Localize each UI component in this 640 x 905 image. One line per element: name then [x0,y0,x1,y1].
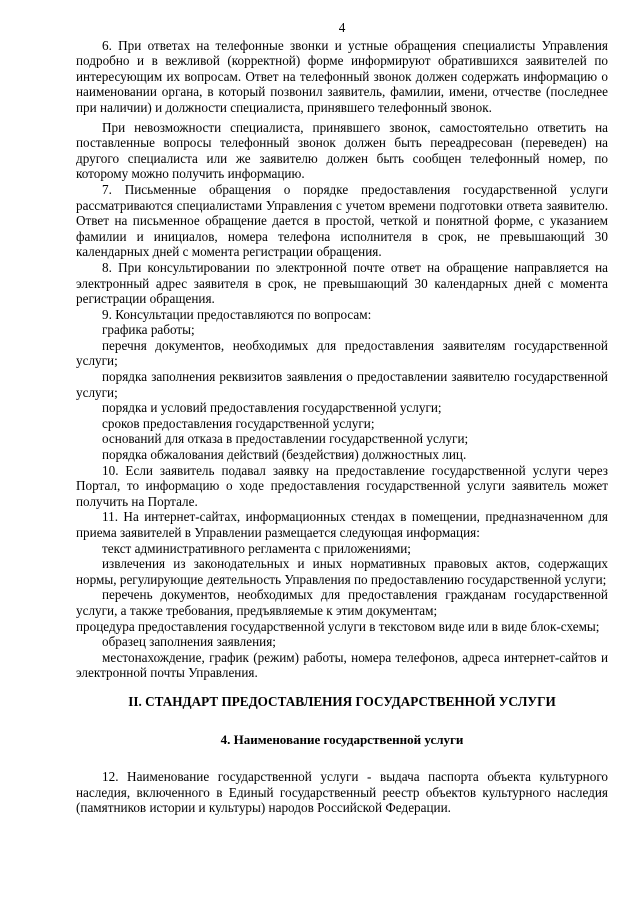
page-number: 4 [338,20,346,35]
info-item-text: текст административного регламента с приложениями; [102,540,411,556]
paragraph-7: 7. Письменные обращения о порядке предоставления государственной услуги рассматриваются специалистами Управления с учетом времени подготовки ответа заявителю. Ответ на письменное обращение дается в простой, четкой и понятной форме, с указанием фамилии и инициалов, номера телефона исполнителя в срок, не превышающий 30 календарных дней с момента регистрации обращения. [76,181,608,260]
paragraph-8: 8. При консультировании по электронной почте ответ на обращение направляется на электронный адрес заявителя в срок, не превышающий 30 календарных дней с момента регистрации обращения. [76,259,608,307]
list-item: порядка заполнения реквизитов заявления о предоставлении заявителю государственной услуги; [76,369,608,400]
paragraph-6-continued: При невозможности специалиста, принявшего звонок, самостоятельно ответить на поставленные вопросы телефонный звонок должен быть переадресован (переведен) на другого специалиста или же заявителю должен быть сообщен телефонный номер, по которому можно получить информацию. [76,119,608,182]
section-title: II. СТАНДАРТ ПРЕДОСТАВЛЕНИЯ ГОСУДАРСТВЕННОЙ УСЛУГИ [128,693,556,709]
info-item-sample: образец заполнения заявления; [102,634,276,650]
info-item-procedure: процедура предоставления государственной услуги в текстовом виде или в виде блок-схемы; [76,618,600,634]
paragraph-12: 12. Наименование государственной услуги - выдача паспорта объекта культурного наследия, включенного в Единый государственный реестр объектов культурного наследия (памятников истории и культуры) народов Российской Федерации. [76,769,608,816]
paragraph-9: 9. Консультации предоставляются по вопросам: [102,306,372,322]
paragraph-10: 10. Если заявитель подавал заявку на предоставление государственной услуги через Портал, то информацию о ходе предоставления государственной услуги заявитель может получить на Портале. [76,462,608,509]
list-item: оснований для отказа в предоставлении государственной услуги; [102,431,469,447]
paragraph-6: 6. При ответах на телефонные звонки и устные обращения специалисты Управления подробно и в вежливой (корректной) форме информируют обратившихся заявителей по интересующим их вопросам. Ответ на телефонный звонок должен содержать информацию о наименовании органа, в который позвонил заявитель, фамилии, имени, отчестве (последнее при наличии) и должности специалиста, принявшего телефонный звонок. [76,37,608,115]
paragraph-11: 11. На интернет-сайтах, информационных стендах в помещении, предназначенном для приема заявителей в Управлении размещается следующая информация: [76,509,608,540]
list-item: перечня документов, необходимых для предоставления заявителям государственной услуги; [76,337,608,369]
subsection-title: 4. Наименование государственной услуги [220,731,464,747]
list-item: графика работы; [102,322,195,338]
info-item-location: местонахождение, график (режим) работы, номера телефонов, адреса интернет-сайтов и электронной почты Управления. [76,649,608,681]
list-item: порядка обжалования действий (бездействия) должностных лиц. [102,447,467,463]
info-item-extracts: извлечения из законодательных и иных нормативных правовых актов, содержащих нормы, регулирующие деятельность Управления по предоставлению государственной услуги; [76,556,608,587]
list-item: порядка и условий предоставления государственной услуги; [102,400,442,416]
list-item: сроков предоставления государственной услуги; [102,415,375,431]
info-item-documents: перечень документов, необходимых для предоставления гражданам государственной услуги, а также требования, предъявляемые к этим документам; [76,587,608,618]
